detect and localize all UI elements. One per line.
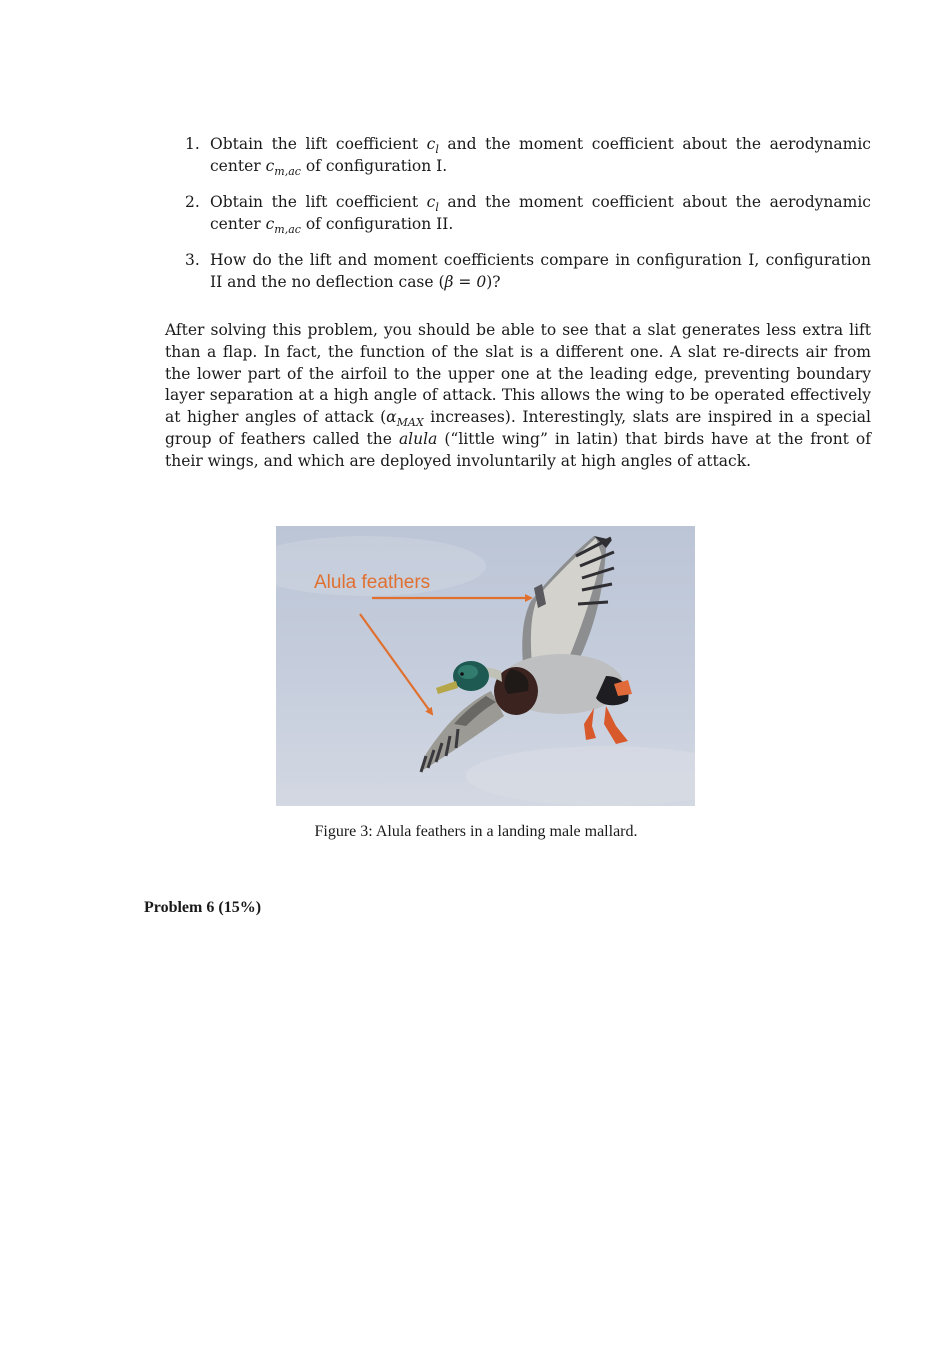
alpha-subscript: MAX xyxy=(396,416,424,430)
paragraph-text: increases). Interestingly, slats are inspired in a special group of feathers called the xyxy=(165,408,872,448)
lift-coefficient-symbol: c xyxy=(426,135,436,153)
item-number: 3. xyxy=(185,251,200,269)
list-item xyxy=(185,249,871,293)
lift-coefficient-subscript: l xyxy=(435,143,439,157)
paragraph-text: After solving this problem, you should be able to see that a slat generates less extra lift than a flap. In fact, the function of the slat is a different one. A slat re-directs air from the lower part of the airfoil to the upper one at the leading edge, preventing boundary layer separation at a high angle of attack. This allows the wing to be operated effectively at higher angles of attack ( xyxy=(165,321,871,427)
question-list xyxy=(185,133,871,307)
item-text: of configuration I. xyxy=(300,157,448,175)
alula-term: alula xyxy=(398,429,438,448)
item-number: 2. xyxy=(185,193,200,211)
moment-coefficient-subscript: m,ac xyxy=(274,223,301,237)
figure-label: Alula feathers xyxy=(314,572,431,593)
list-item xyxy=(185,191,871,235)
item-number: 1. xyxy=(185,135,200,153)
moment-coefficient-symbol: c xyxy=(265,215,275,233)
beta-equation: β = 0 xyxy=(444,273,487,291)
figure-caption: Figure 3: Alula feathers in a landing male mallard. xyxy=(314,823,638,840)
moment-coefficient-symbol: c xyxy=(265,157,275,175)
lift-coefficient-symbol: c xyxy=(426,193,436,211)
paragraph-text: (“little wing” in latin) that birds have at the front of their wings, and which are deployed involuntarily at high angles of attack. xyxy=(165,429,871,470)
alpha-symbol: α xyxy=(386,408,397,427)
problem-heading: Problem 6 (15%) xyxy=(144,899,262,916)
list-item xyxy=(185,133,871,177)
body-paragraph xyxy=(165,320,871,473)
item-text: of configuration II. xyxy=(300,215,454,233)
mallard-photo xyxy=(276,526,695,806)
item-text: Obtain the lift coefficient xyxy=(210,135,427,153)
item-text: and the moment coefficient about the aerodynamic center xyxy=(210,135,871,175)
item-text: Obtain the lift coefficient xyxy=(210,193,427,211)
item-text: )? xyxy=(486,273,501,291)
moment-coefficient-subscript: m,ac xyxy=(274,165,301,179)
mallard-illustration xyxy=(276,526,695,806)
lift-coefficient-subscript: l xyxy=(435,201,439,215)
item-text: How do the lift and moment coefficients compare in configuration I, configuration II and the no deflection case ( xyxy=(210,251,871,291)
item-text: and the moment coefficient about the aerodynamic center xyxy=(210,193,871,233)
